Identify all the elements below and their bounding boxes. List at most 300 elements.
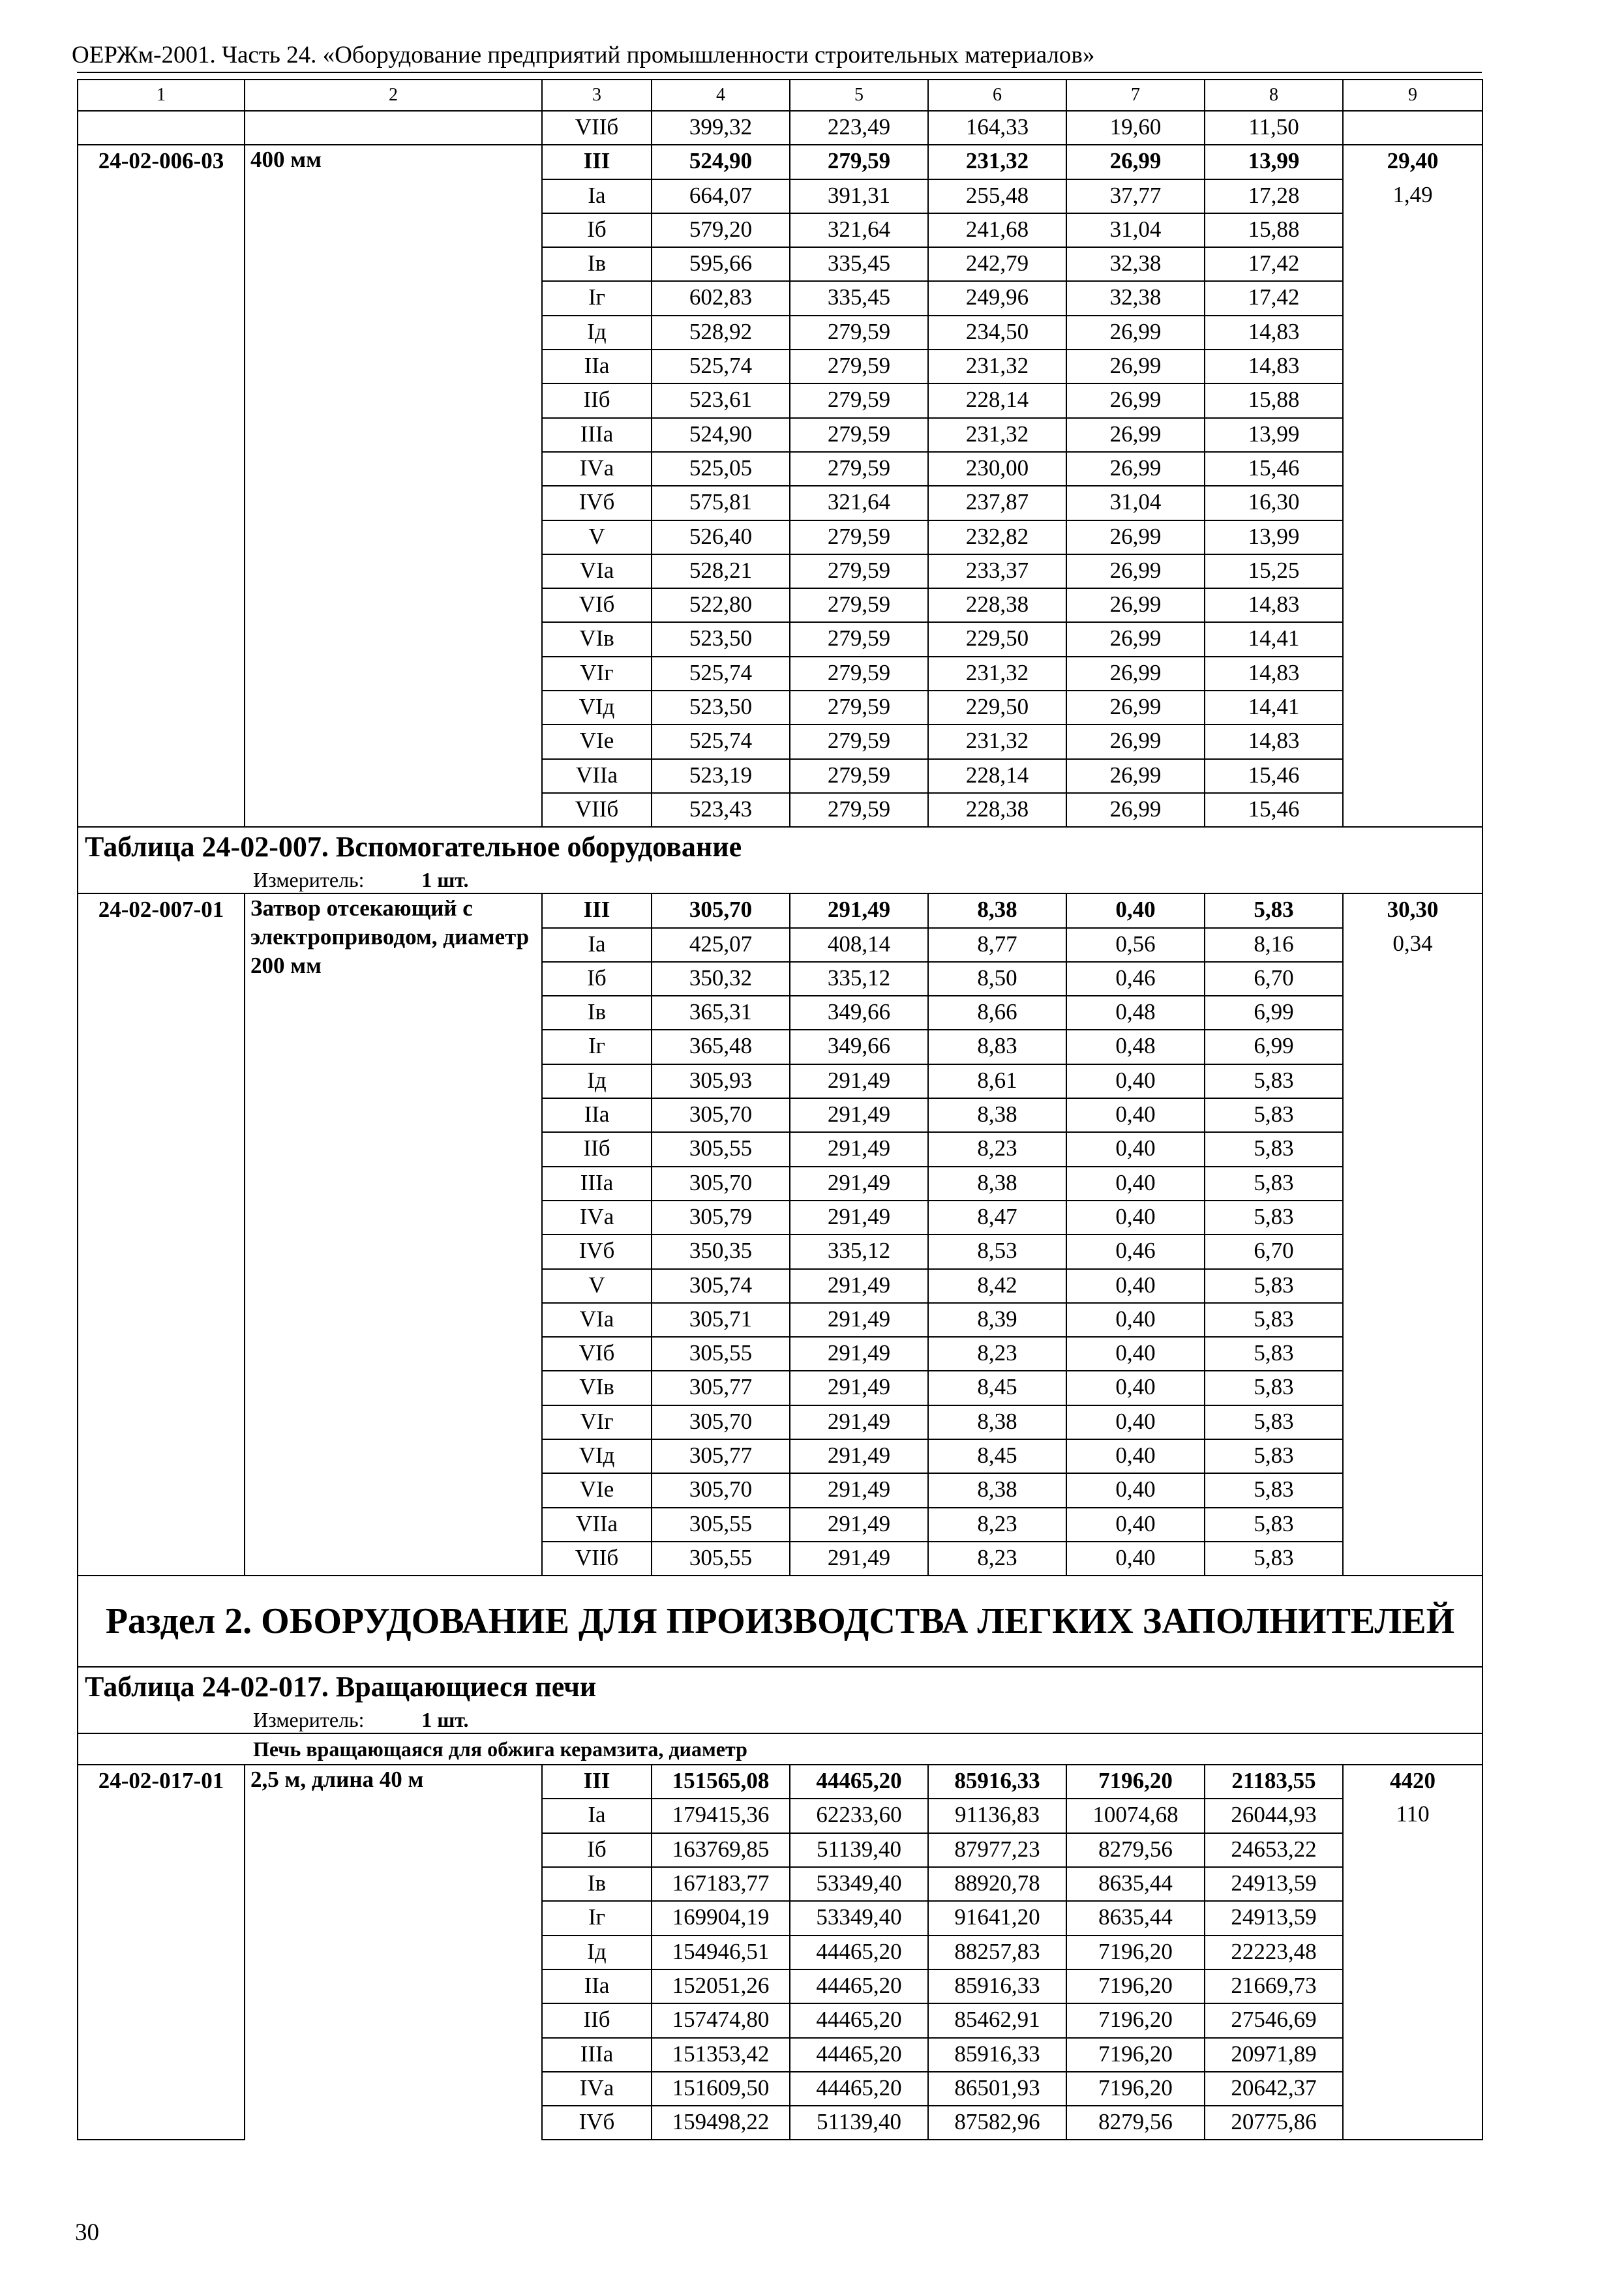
value-cell: 26,99 (1066, 145, 1205, 179)
column-9-cell (1343, 383, 1482, 417)
value-cell: 152051,26 (652, 1969, 790, 2003)
value-cell: 179415,36 (652, 1799, 790, 1833)
value-cell: 230,00 (928, 452, 1066, 486)
table-title-row (78, 827, 1482, 867)
position-code-cell: 24-02-017-01 (78, 1765, 245, 1799)
value-cell: 579,20 (652, 213, 790, 247)
value-cell: 575,81 (652, 486, 790, 520)
position-code-cell (78, 1303, 245, 1337)
zone-cell: VIд (542, 691, 652, 725)
value-cell: 26,99 (1066, 793, 1205, 827)
measure-label: Измеритель: (253, 1708, 365, 1732)
value-cell: 0,48 (1066, 1030, 1205, 1064)
column-header-cell: 7 (1066, 80, 1205, 111)
zone-cell: IIб (542, 2003, 652, 2037)
column-9-cell (1343, 622, 1482, 656)
zone-cell: Iг (542, 1030, 652, 1064)
column-9-cell (1343, 588, 1482, 622)
value-cell: 279,59 (790, 793, 928, 827)
value-cell: 8,39 (928, 1303, 1066, 1337)
zone-cell: V (542, 520, 652, 554)
position-code-cell (78, 657, 245, 691)
measure-value: 1 шт. (421, 868, 469, 892)
value-cell: 321,64 (790, 213, 928, 247)
zone-cell: VIг (542, 657, 652, 691)
column-9-cell (1343, 1936, 1482, 1969)
value-cell: 279,59 (790, 725, 928, 758)
value-cell: 16,30 (1205, 486, 1343, 520)
value-cell: 53349,40 (790, 1867, 928, 1901)
column-header-cell: 1 (78, 80, 245, 111)
value-cell: 279,59 (790, 452, 928, 486)
value-cell: 291,49 (790, 1508, 928, 1542)
value-cell: 279,59 (790, 759, 928, 793)
value-cell: 91641,20 (928, 1901, 1066, 1935)
position-code-cell (78, 281, 245, 315)
table-title: Таблица 24-02-017. Вращающиеся печи (78, 1667, 1482, 1707)
value-cell: 5,83 (1205, 1405, 1343, 1439)
value-cell: 229,50 (928, 691, 1066, 725)
value-cell: 305,74 (652, 1269, 790, 1303)
column-9-cell (1343, 2003, 1482, 2037)
value-cell: 0,46 (1066, 962, 1205, 996)
value-cell: 17,28 (1205, 179, 1343, 213)
value-cell: 237,87 (928, 486, 1066, 520)
value-cell: 15,88 (1205, 213, 1343, 247)
value-cell: 365,31 (652, 996, 790, 1030)
zone-cell: IIб (542, 1132, 652, 1166)
column-9-cell (1343, 1132, 1482, 1166)
value-cell: 7196,20 (1066, 1765, 1205, 1799)
table-cell: 11,50 (1205, 111, 1343, 145)
value-cell: 6,99 (1205, 1030, 1343, 1064)
value-cell: 5,83 (1205, 1098, 1343, 1132)
table-title: Таблица 24-02-007. Вспомогательное оборудование (78, 827, 1482, 867)
subheader-text: Печь вращающаяся для обжига керамзита, диаметр (253, 1737, 747, 1761)
position-code-cell (78, 179, 245, 213)
column-9-cell (1343, 452, 1482, 486)
table-cell: VIIб (542, 111, 652, 145)
value-cell: 0,40 (1066, 1064, 1205, 1098)
value-cell: 291,49 (790, 893, 928, 927)
value-cell: 528,21 (652, 554, 790, 588)
page-number: 30 (75, 2219, 99, 2246)
position-code-cell (78, 350, 245, 383)
value-cell: 231,32 (928, 350, 1066, 383)
table-title-row (78, 1667, 1482, 1707)
running-header: ОЕРЖм-2001. Часть 24. «Оборудование предприятий промышленности строительных материалов» (72, 42, 1095, 68)
value-cell: 62233,60 (790, 1799, 928, 1833)
value-cell: 291,49 (790, 1303, 928, 1337)
value-cell: 5,83 (1205, 1303, 1343, 1337)
zone-cell: Iв (542, 996, 652, 1030)
value-cell: 167183,77 (652, 1867, 790, 1901)
zone-cell: VIIб (542, 1542, 652, 1576)
value-cell: 231,32 (928, 145, 1066, 179)
zone-cell: III (542, 893, 652, 927)
value-cell: 8,16 (1205, 928, 1343, 962)
value-cell: 526,40 (652, 520, 790, 554)
value-cell: 0,40 (1066, 1337, 1205, 1371)
value-cell: 291,49 (790, 1542, 928, 1576)
table-row (78, 1765, 1482, 1799)
position-code-cell (78, 316, 245, 350)
value-cell: 163769,85 (652, 1833, 790, 1867)
position-code-cell (78, 1439, 245, 1473)
value-cell: 31,04 (1066, 486, 1205, 520)
value-cell: 291,49 (790, 1201, 928, 1234)
value-cell: 522,80 (652, 588, 790, 622)
column-9-cell: 1,49 (1343, 179, 1482, 213)
value-cell: 8,38 (928, 1405, 1066, 1439)
value-cell: 279,59 (790, 588, 928, 622)
position-code-cell: 24-02-006-03 (78, 145, 245, 179)
measure-wrap (78, 1707, 1482, 1733)
zone-cell: IIIа (542, 2038, 652, 2072)
value-cell: 7196,20 (1066, 2038, 1205, 2072)
value-cell: 228,38 (928, 588, 1066, 622)
zone-cell: Iа (542, 1799, 652, 1833)
value-cell: 51139,40 (790, 1833, 928, 1867)
value-cell: 32,38 (1066, 247, 1205, 281)
column-9-cell (1343, 350, 1482, 383)
value-cell: 279,59 (790, 316, 928, 350)
position-code-cell (78, 2106, 245, 2140)
value-cell: 595,66 (652, 247, 790, 281)
value-cell: 8279,56 (1066, 1833, 1205, 1867)
value-cell: 26,99 (1066, 520, 1205, 554)
position-code-cell (78, 486, 245, 520)
value-cell: 291,49 (790, 1337, 928, 1371)
value-cell: 8,23 (928, 1132, 1066, 1166)
value-cell: 305,70 (652, 1473, 790, 1507)
value-cell: 51139,40 (790, 2106, 928, 2140)
value-cell: 26,99 (1066, 383, 1205, 417)
value-cell: 335,12 (790, 1234, 928, 1268)
value-cell: 291,49 (790, 1064, 928, 1098)
value-cell: 305,70 (652, 1405, 790, 1439)
subheader-row (78, 1733, 1482, 1765)
table-cell: 223,49 (790, 111, 928, 145)
zone-cell: Iд (542, 316, 652, 350)
value-cell: 21183,55 (1205, 1765, 1343, 1799)
value-cell: 6,70 (1205, 1234, 1343, 1268)
column-9-cell (1343, 657, 1482, 691)
position-code-cell (78, 1473, 245, 1507)
value-cell: 8,47 (928, 1201, 1066, 1234)
position-code-cell (78, 1936, 245, 1969)
position-code-cell (78, 2003, 245, 2037)
position-code-cell (78, 247, 245, 281)
value-cell: 85916,33 (928, 1969, 1066, 2003)
zone-cell: VIа (542, 1303, 652, 1337)
value-cell: 13,99 (1205, 145, 1343, 179)
column-header-cell: 5 (790, 80, 928, 111)
value-cell: 14,83 (1205, 657, 1343, 691)
value-cell: 234,50 (928, 316, 1066, 350)
value-cell: 0,40 (1066, 1167, 1205, 1201)
value-cell: 88920,78 (928, 1867, 1066, 1901)
value-cell: 0,40 (1066, 1132, 1205, 1166)
zone-cell: IIIа (542, 418, 652, 452)
value-cell: 0,40 (1066, 893, 1205, 927)
value-cell: 24913,59 (1205, 1901, 1343, 1935)
value-cell: 26,99 (1066, 759, 1205, 793)
value-cell: 231,32 (928, 725, 1066, 758)
column-9-cell (1343, 1439, 1482, 1473)
value-cell: 0,40 (1066, 1405, 1205, 1439)
value-cell: 14,83 (1205, 725, 1343, 758)
value-cell: 0,40 (1066, 1371, 1205, 1405)
value-cell: 44465,20 (790, 2003, 928, 2037)
position-code-cell (78, 928, 245, 962)
value-cell: 26,99 (1066, 657, 1205, 691)
position-code-cell (78, 1167, 245, 1201)
column-9-cell (1343, 962, 1482, 996)
value-cell: 8635,44 (1066, 1901, 1205, 1935)
value-cell: 85462,91 (928, 2003, 1066, 2037)
value-cell: 349,66 (790, 996, 928, 1030)
table-cell: 399,32 (652, 111, 790, 145)
value-cell: 13,99 (1205, 418, 1343, 452)
column-header-cell: 9 (1343, 80, 1482, 111)
column-header-cell: 3 (542, 80, 652, 111)
value-cell: 408,14 (790, 928, 928, 962)
position-code-cell (78, 1132, 245, 1166)
zone-cell: VIг (542, 1405, 652, 1439)
zone-cell: IVа (542, 1201, 652, 1234)
column-9-cell: 30,30 (1343, 893, 1482, 927)
value-cell: 26,99 (1066, 588, 1205, 622)
zone-cell: VIв (542, 622, 652, 656)
position-name-cell: Затвор отсекающий с электроприводом, диаметр 200 мм (245, 893, 542, 1576)
position-code-cell (78, 1833, 245, 1867)
value-cell: 291,49 (790, 1405, 928, 1439)
value-cell: 91136,83 (928, 1799, 1066, 1833)
value-cell: 8,38 (928, 893, 1066, 927)
value-cell: 279,59 (790, 418, 928, 452)
measure-cell (78, 867, 1482, 893)
table-cell (1343, 111, 1482, 145)
value-cell: 291,49 (790, 1132, 928, 1166)
zone-cell: VIб (542, 588, 652, 622)
value-cell: 228,38 (928, 793, 1066, 827)
zone-cell: Iб (542, 962, 652, 996)
column-9-cell (1343, 316, 1482, 350)
column-9-cell (1343, 691, 1482, 725)
value-cell: 13,99 (1205, 520, 1343, 554)
column-9-cell (1343, 759, 1482, 793)
table-row (78, 893, 1482, 927)
value-cell: 7196,20 (1066, 1969, 1205, 2003)
column-9-cell: 110 (1343, 1799, 1482, 1833)
value-cell: 5,83 (1205, 1508, 1343, 1542)
value-cell: 335,45 (790, 281, 928, 315)
value-cell: 8,38 (928, 1098, 1066, 1132)
value-cell: 5,83 (1205, 1064, 1343, 1098)
value-cell: 279,59 (790, 383, 928, 417)
value-cell: 7196,20 (1066, 2003, 1205, 2037)
value-cell: 14,83 (1205, 588, 1343, 622)
zone-cell: IIа (542, 350, 652, 383)
value-cell: 5,83 (1205, 1542, 1343, 1576)
position-code-cell (78, 793, 245, 827)
value-cell: 525,74 (652, 350, 790, 383)
zone-cell: Iд (542, 1936, 652, 1969)
value-cell: 525,74 (652, 725, 790, 758)
value-cell: 5,83 (1205, 893, 1343, 927)
value-cell: 524,90 (652, 145, 790, 179)
position-code-cell (78, 2072, 245, 2106)
value-cell: 279,59 (790, 554, 928, 588)
measure-wrap (78, 867, 1482, 893)
column-9-cell (1343, 725, 1482, 758)
value-cell: 279,59 (790, 350, 928, 383)
position-code-cell (78, 962, 245, 996)
column-9-cell: 29,40 (1343, 145, 1482, 179)
zone-cell: VIIа (542, 1508, 652, 1542)
value-cell: 15,46 (1205, 793, 1343, 827)
value-cell: 305,55 (652, 1542, 790, 1576)
zone-cell: IVа (542, 2072, 652, 2106)
value-cell: 15,88 (1205, 383, 1343, 417)
value-cell: 305,55 (652, 1132, 790, 1166)
position-code-cell (78, 2038, 245, 2072)
value-cell: 231,32 (928, 657, 1066, 691)
column-9-cell (1343, 1473, 1482, 1507)
value-cell: 26,99 (1066, 554, 1205, 588)
zone-cell: III (542, 1765, 652, 1799)
value-cell: 524,90 (652, 418, 790, 452)
column-9-cell (1343, 1201, 1482, 1234)
position-code-cell (78, 1098, 245, 1132)
position-code-cell (78, 1201, 245, 1234)
zone-cell: V (542, 1269, 652, 1303)
value-cell: 0,40 (1066, 1098, 1205, 1132)
zone-cell: III (542, 145, 652, 179)
column-9-cell (1343, 1098, 1482, 1132)
value-cell: 291,49 (790, 1167, 928, 1201)
measure-row (78, 867, 1482, 893)
column-9-cell (1343, 1337, 1482, 1371)
value-cell: 87582,96 (928, 2106, 1066, 2140)
zone-cell: Iг (542, 281, 652, 315)
value-cell: 85916,33 (928, 2038, 1066, 2072)
value-cell: 154946,51 (652, 1936, 790, 1969)
value-cell: 8,23 (928, 1542, 1066, 1576)
position-code-cell (78, 1542, 245, 1576)
value-cell: 350,32 (652, 962, 790, 996)
column-9-cell (1343, 213, 1482, 247)
column-9-cell: 4420 (1343, 1765, 1482, 1799)
value-cell: 305,93 (652, 1064, 790, 1098)
zone-cell: IVб (542, 2106, 652, 2140)
value-cell: 8,23 (928, 1337, 1066, 1371)
value-cell: 305,55 (652, 1508, 790, 1542)
column-9-cell (1343, 418, 1482, 452)
value-cell: 523,50 (652, 622, 790, 656)
value-cell: 391,31 (790, 179, 928, 213)
value-cell: 26,99 (1066, 316, 1205, 350)
position-code-cell (78, 1867, 245, 1901)
value-cell: 0,46 (1066, 1234, 1205, 1268)
value-cell: 7196,20 (1066, 1936, 1205, 1969)
position-code-cell (78, 996, 245, 1030)
position-code-cell (78, 1901, 245, 1935)
value-cell: 44465,20 (790, 1936, 928, 1969)
value-cell: 305,77 (652, 1371, 790, 1405)
value-cell: 22223,48 (1205, 1936, 1343, 1969)
column-9-cell (1343, 1542, 1482, 1576)
value-cell: 365,48 (652, 1030, 790, 1064)
value-cell: 151353,42 (652, 2038, 790, 2072)
position-code-cell (78, 691, 245, 725)
column-9-cell (1343, 1833, 1482, 1867)
value-cell: 26,99 (1066, 350, 1205, 383)
value-cell: 305,79 (652, 1201, 790, 1234)
zone-cell: Iа (542, 928, 652, 962)
value-cell: 17,42 (1205, 247, 1343, 281)
value-cell: 8,38 (928, 1473, 1066, 1507)
value-cell: 228,14 (928, 759, 1066, 793)
value-cell: 231,32 (928, 418, 1066, 452)
value-cell: 305,77 (652, 1439, 790, 1473)
value-cell: 291,49 (790, 1098, 928, 1132)
column-9-cell (1343, 520, 1482, 554)
price-table (77, 79, 1483, 2140)
zone-cell: Iб (542, 213, 652, 247)
value-cell: 14,83 (1205, 316, 1343, 350)
value-cell: 291,49 (790, 1371, 928, 1405)
value-cell: 0,40 (1066, 1508, 1205, 1542)
column-9-cell (1343, 1508, 1482, 1542)
value-cell: 350,35 (652, 1234, 790, 1268)
measure-row (78, 1707, 1482, 1733)
column-header-cell: 2 (245, 80, 542, 111)
zone-cell: Iв (542, 247, 652, 281)
value-cell: 664,07 (652, 179, 790, 213)
value-cell: 26,99 (1066, 691, 1205, 725)
value-cell: 335,45 (790, 247, 928, 281)
column-9-cell (1343, 1234, 1482, 1268)
value-cell: 32,38 (1066, 281, 1205, 315)
value-cell: 26,99 (1066, 725, 1205, 758)
value-cell: 26,99 (1066, 418, 1205, 452)
value-cell: 228,14 (928, 383, 1066, 417)
value-cell: 5,83 (1205, 1201, 1343, 1234)
value-cell: 20642,37 (1205, 2072, 1343, 2106)
position-code-cell (78, 588, 245, 622)
value-cell: 233,37 (928, 554, 1066, 588)
value-cell: 305,70 (652, 1098, 790, 1132)
value-cell: 37,77 (1066, 179, 1205, 213)
value-cell: 232,82 (928, 520, 1066, 554)
table-cell: 19,60 (1066, 111, 1205, 145)
value-cell: 6,70 (1205, 962, 1343, 996)
position-code-cell (78, 1269, 245, 1303)
value-cell: 14,41 (1205, 622, 1343, 656)
column-9-cell (1343, 1371, 1482, 1405)
value-cell: 305,70 (652, 1167, 790, 1201)
value-cell: 349,66 (790, 1030, 928, 1064)
value-cell: 169904,19 (652, 1901, 790, 1935)
value-cell: 279,59 (790, 691, 928, 725)
position-code-cell (78, 1234, 245, 1268)
value-cell: 5,83 (1205, 1371, 1343, 1405)
column-9-cell (1343, 281, 1482, 315)
value-cell: 6,99 (1205, 996, 1343, 1030)
column-9-cell (1343, 2072, 1482, 2106)
